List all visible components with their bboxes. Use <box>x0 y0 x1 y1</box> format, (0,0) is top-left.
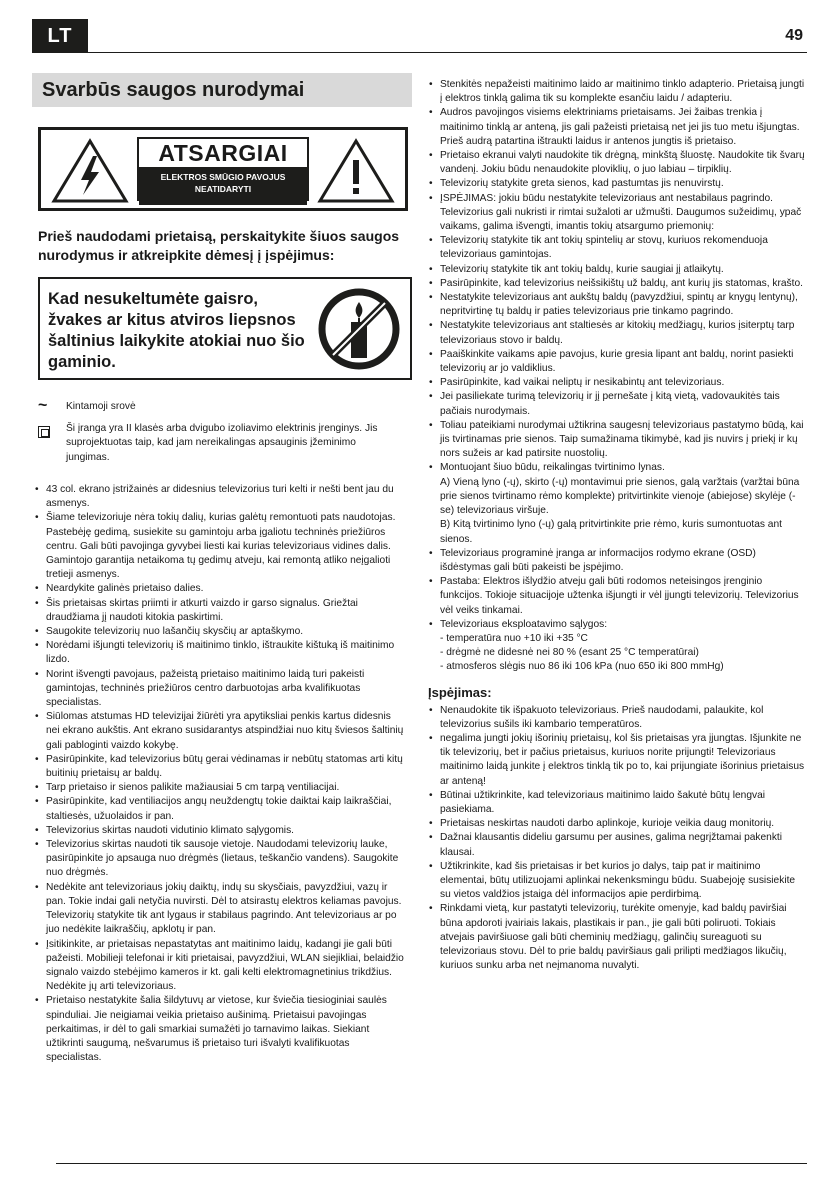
caution-banner <box>38 127 408 211</box>
class2-symbol-text: Ši įranga yra II klasės arba dvigubo izoliavimo elektrinis įrenginys. Jis suprojektuotas taip, kad jam nereikalingas apsauginis įžeminimo jungimas. <box>66 422 378 463</box>
list-item: • Prietaiso ekranui valyti naudokite tik drėgną, minkštą šluostę. Naudokite tik švarų vandenį. Jokiu būdu nenaudokite ploviklių, o juo labiau – tirpiklių. <box>428 149 806 177</box>
list-item: • Televizoriaus eksploatavimo sąlygos: - temperatūra nuo +10 iki +35 °C - drėgmė ne didesnė nei 80 % (esant 25 °C temperatūrai) - atmosferos slėgis nuo 86 iki 106 kPa (nuo 650 iki 800 mmHg) <box>428 618 806 675</box>
caution-label-box <box>137 137 309 201</box>
list-item: • Pasirūpinkite, kad vaikai neliptų ir nesikabintų ant televizoriaus. <box>428 376 806 390</box>
list-item: • Televizorius skirtas naudoti tik sausoje vietoje. Naudodami televizorių lauke, pasirūpinkite jo apsauga nuo drėgmės (lietaus, teškančio vandens). Saugokite nuo drėgmės. <box>34 838 406 881</box>
list-item: • Televizoriaus programinė įranga ar informacijos rodymo ekrane (OSD) išdėstymas gali būti pakeisti be įspėjimo. <box>428 547 806 575</box>
list-item: • Pasirūpinkite, kad ventiliacijos angų neuždengtų tokie daiktai kaip laikraščiai, staltiesės, užuolaidos ir pan. <box>34 795 406 823</box>
list-item: • Prietaiso nestatykite šalia šildytuvų ar vietose, kur šviečia tiesioginiai saulės spinduliai. Jie neigiamai veikia prietaiso aušinimą. Prietaisui pavojingas perkaitimas, ir dėl to gali smarkiai sumažėti jo tarnavimo laikas. Siekiant užtikrinti saugumą, nešvarumus iš prietaiso turi išvalyti kvalifikuotas specialistas. <box>34 994 406 1065</box>
section-title: Svarbūs saugos nurodymai <box>32 73 412 107</box>
list-item: • Nedėkite ant televizoriaus jokių daiktų, indų su skysčiais, pavyzdžiui, vazų ir pan. Tokie indai gali netyčia nuvirsti. Dėl to atsirastų elektros keliamas pavojus. Televizorių statykite tik ant lygaus ir stabilaus pagrindo. Ant televizoriaus ar po juo nedėkite laikraščių, apklotų ir pan. <box>34 881 406 938</box>
list-item: • Paaiškinkite vaikams apie pavojus, kurie gresia lipant ant baldų, norint pasiekti televizorių ar jo valdiklius. <box>428 348 806 376</box>
list-item: • Nestatykite televizoriaus ant aukštų baldų (pavyzdžiui, spintų ar knygų lentynų), nepritvirtinę tų baldų ir paties televizoriaus prie tinkamo pagrindo. <box>428 291 806 319</box>
list-item: • Siūlomas atstumas HD televizijai žiūrėti yra apytiksliai penkis kartus didesnis nei ekrano aukštis. Ant ekrano susidarantys atspindžiai nuo kitų šviesos šaltinių gali pabloginti vaizdo kokybę. <box>34 710 406 753</box>
left-safety-list <box>34 483 406 1065</box>
list-item: • Saugokite televizorių nuo lašančių skysčių ar aptaškymo. <box>34 625 406 639</box>
list-item: • Nestatykite televizoriaus ant staltiesės ar kitokių medžiagų, kurios įsiterptų tarp televizoriaus stovo ir baldų. <box>428 319 806 347</box>
list-item: • Televizorių statykite tik ant tokių baldų, kurie saugiai jį atlaikytų. <box>428 263 806 277</box>
read-instructions-note: Prieš naudodami prietaisą, perskaitykite šiuos saugos nurodymus ir atkreipkite dėmesį į įspėjimus: <box>38 228 400 263</box>
list-item: • Norėdami išjungti televizorių iš maitinimo tinklo, ištraukite kištuką iš maitinimo lizdo. <box>34 639 406 667</box>
warnings-heading: Įspėjimas: <box>428 684 492 700</box>
ac-symbol-text: Kintamoji srovė <box>66 401 136 412</box>
list-item: • Stenkitės nepažeisti maitinimo laido ar maitinimo tinklo adapterio. Prietaisą jungti į elektros tinklą galima tik su komplekte esančiu laidu / adapteriu. <box>428 78 806 106</box>
list-item: • Norint išvengti pavojaus, pažeistą prietaiso maitinimo laidą turi pakeisti gamintojas, techninės priežiūros centro darbuotojas arba kvalifikuotas specialistas. <box>34 668 406 711</box>
fire-warning-text: Kad nesukeltumėte gaisro, žvakes ar kitus atviros liepsnos šaltinius laikykite atokiai nuo šio gaminio. <box>48 290 305 371</box>
page-number: 49 <box>785 27 803 44</box>
lightning-warning-icon <box>51 138 129 204</box>
list-item: • Montuojant šiuo būdu, reikalingas tvirtinimo lynas. A) Vieną lyno (-ų), skirto (-ų) montavimui prie sienos, galą varžtais (varžtai būna prie sienos tvirtinamo rėmo komplekte) pritvirtinkite vienoje (abiejose) skylėje (-se) televizoriaus viršuje. B) Kitą tvirtinimo lyno (-ų) galą pritvirtinkite prie rėmo, kuris sumontuotas ant sienos. <box>428 461 806 546</box>
list-item: • Rinkdami vietą, kur pastatyti televizorių, turėkite omenyje, kad baldų paviršiai būna apdoroti įvairiais lakais, plastikais ir pan., jie gali būti poliruoti. Tokiais atvejais paviršiuose gali būti cheminių medžiagų, galinčių sureaguoti su televizoriaus stovu. Dėl to prie baldų paviršiaus gali prilipti medžiagos likučių, kuriuos sunku arba net neįmanoma nuvalyti. <box>428 902 806 973</box>
list-item: • Įsitikinkite, ar prietaisas nepastatytas ant maitinimo laidų, kadangi jie gali būti pažeisti. Mobilieji telefonai ir kiti prietaisai, pavyzdžiui, WLAN siejikliai, belaidžio signalo vaizdo stebėjimo kameros ir kt. gali kelti elektromagnetinius trikdžius. Nedėkite jų arti televizoriaus. <box>34 938 406 995</box>
list-item: • Neardykite galinės prietaiso dalies. <box>34 582 406 596</box>
footer-rule <box>56 1163 807 1164</box>
list-item: • Jei pasiliekate turimą televizorių ir jį pernešate į kitą vietą, vadovaukitės tais pačiais nurodymais. <box>428 390 806 418</box>
language-badge: LT <box>32 19 88 53</box>
list-item: • Televizorius skirtas naudoti vidutinio klimato sąlygomis. <box>34 824 406 838</box>
list-item: • Pastaba: Elektros išlydžio atveju gali būti rodomos neteisingos įrenginio funkcijos. Tokioje situacijoje užtenka išjungti ir vėl įjungti televizorių. Televizorius vėl veiks tinkamai. <box>428 575 806 618</box>
list-item: • Pasirūpinkite, kad televizorius neišsikištų už baldų, ant kurių jis statomas, krašto. <box>428 277 806 291</box>
exclamation-warning-icon <box>317 138 395 204</box>
class2-symbol-row <box>38 422 412 466</box>
list-item: • 43 col. ekrano įstrižainės ar didesnius televizorius turi kelti ir nešti bent jau du asmenys. <box>34 483 406 511</box>
list-item: • Dažnai klausantis dideliu garsumu per ausines, galima negrįžtamai pakenkti klausai. <box>428 831 806 859</box>
caution-subtitle: ELEKTROS SMŪGIO PAVOJUS NEATIDARYTI <box>139 167 307 205</box>
list-item: • Nenaudokite tik išpakuoto televizoriaus. Prieš naudodami, palaukite, kol televizorius sušils iki kambario temperatūros. <box>428 704 806 732</box>
list-item: • Būtinai užtikrinkite, kad televizoriaus maitinimo laido šakutė būtų lengvai pasiekiama. <box>428 789 806 817</box>
list-item: • Šiame televizoriuje nėra tokių dalių, kurias galėtų remontuoti pats naudotojas. Pastebėję gedimą, susiekite su gamintoju arba įgaliotu techninės priežiūros centru. Gali būti pavojinga gyvybei liesti kai kurias televizoriaus vidines dalis. Gamintojo garantija netaikoma tų gedimų atveju, kai remontą atliko neįgalioti tretieji asmenys. <box>34 511 406 582</box>
ac-symbol-row <box>38 397 412 415</box>
tilde-ac-icon: ~ <box>38 397 48 414</box>
list-item: • Televizorių statykite tik ant tokių spintelių ar stovų, kuriuos rekomenduoja televizoriaus gamintojas. <box>428 234 806 262</box>
header-rule <box>32 52 807 53</box>
warnings-list <box>428 704 806 974</box>
list-item: • negalima jungti jokių išorinių prietaisų, kol šis prietaisas yra įjungtas. Išjunkite ne tik televizorių, bet ir pačius prietaisus, kuriuos norite prijungti! Televizoriaus maitinimo laidą junkite į elektros tinklą tik po to, kai prijungiate išorinius prietaisus ar anteną! <box>428 732 806 789</box>
right-column <box>428 78 806 973</box>
list-item: • Audros pavojingos visiems elektriniams prietaisams. Jei žaibas trenkia į maitinimo tinklą ar anteną, jis gali pažeisti prietaisą net jei jis tuo metu išjungtas. Prieš audrą patartina ištraukti laidus ir antenos jungtis iš prietaiso. <box>428 106 806 149</box>
left-column <box>32 73 412 1065</box>
double-insulation-icon-wrap <box>38 422 66 466</box>
list-item: • Užtikrinkite, kad šis prietaisas ir bet kurios jo dalys, taip pat ir maitinimo elementai, būtų utilizuojami aplinkai nekenksmingu būdu. Suabejoję susisiekite su vietos valdžios įstaiga dėl informacijos apie perdirbimą. <box>428 860 806 903</box>
list-item: • Tarp prietaiso ir sienos palikite mažiausiai 5 cm tarpą ventiliacijai. <box>34 781 406 795</box>
double-insulation-icon <box>38 426 50 438</box>
right-safety-list <box>428 78 806 675</box>
list-item: • Šis prietaisas skirtas priimti ir atkurti vaizdo ir garso signalus. Griežtai draudžiama jį naudoti kitokia paskirtimi. <box>34 597 406 625</box>
caution-title: ATSARGIAI <box>158 140 288 166</box>
fire-warning-box <box>38 277 412 380</box>
list-item: • Prietaisas neskirtas naudoti darbo aplinkoje, kurioje veikia daug monitorių. <box>428 817 806 831</box>
no-candle-icon <box>318 288 400 370</box>
list-item: • Toliau pateikiami nurodymai užtikrina saugesnį televizoriaus pastatymo būdą, kai jis tvirtinamas prie sienos. Taip sumažinama tikimybė, kad jis nuvirs į priekį ir kų nors sužeis ar kad patirsite nuostolių. <box>428 419 806 462</box>
list-item: • Televizorių statykite greta sienos, kad pastumtas jis nenuvirstų. <box>428 177 806 191</box>
list-item: • ĮSPĖJIMAS: jokiu būdu nestatykite televizoriaus ant nestabilaus pagrindo. Televizorius gali nukristi ir rimtai sužaloti ar užmušti. Daugumos sužeidimų, ypač vaikams, galima išvengti, imantis tokių atsargumo priemonių: <box>428 192 806 235</box>
list-item: • Pasirūpinkite, kad televizorius būtų gerai vėdinamas ir nebūtų statomas arti kitų buitinių prietaisų ar baldų. <box>34 753 406 781</box>
